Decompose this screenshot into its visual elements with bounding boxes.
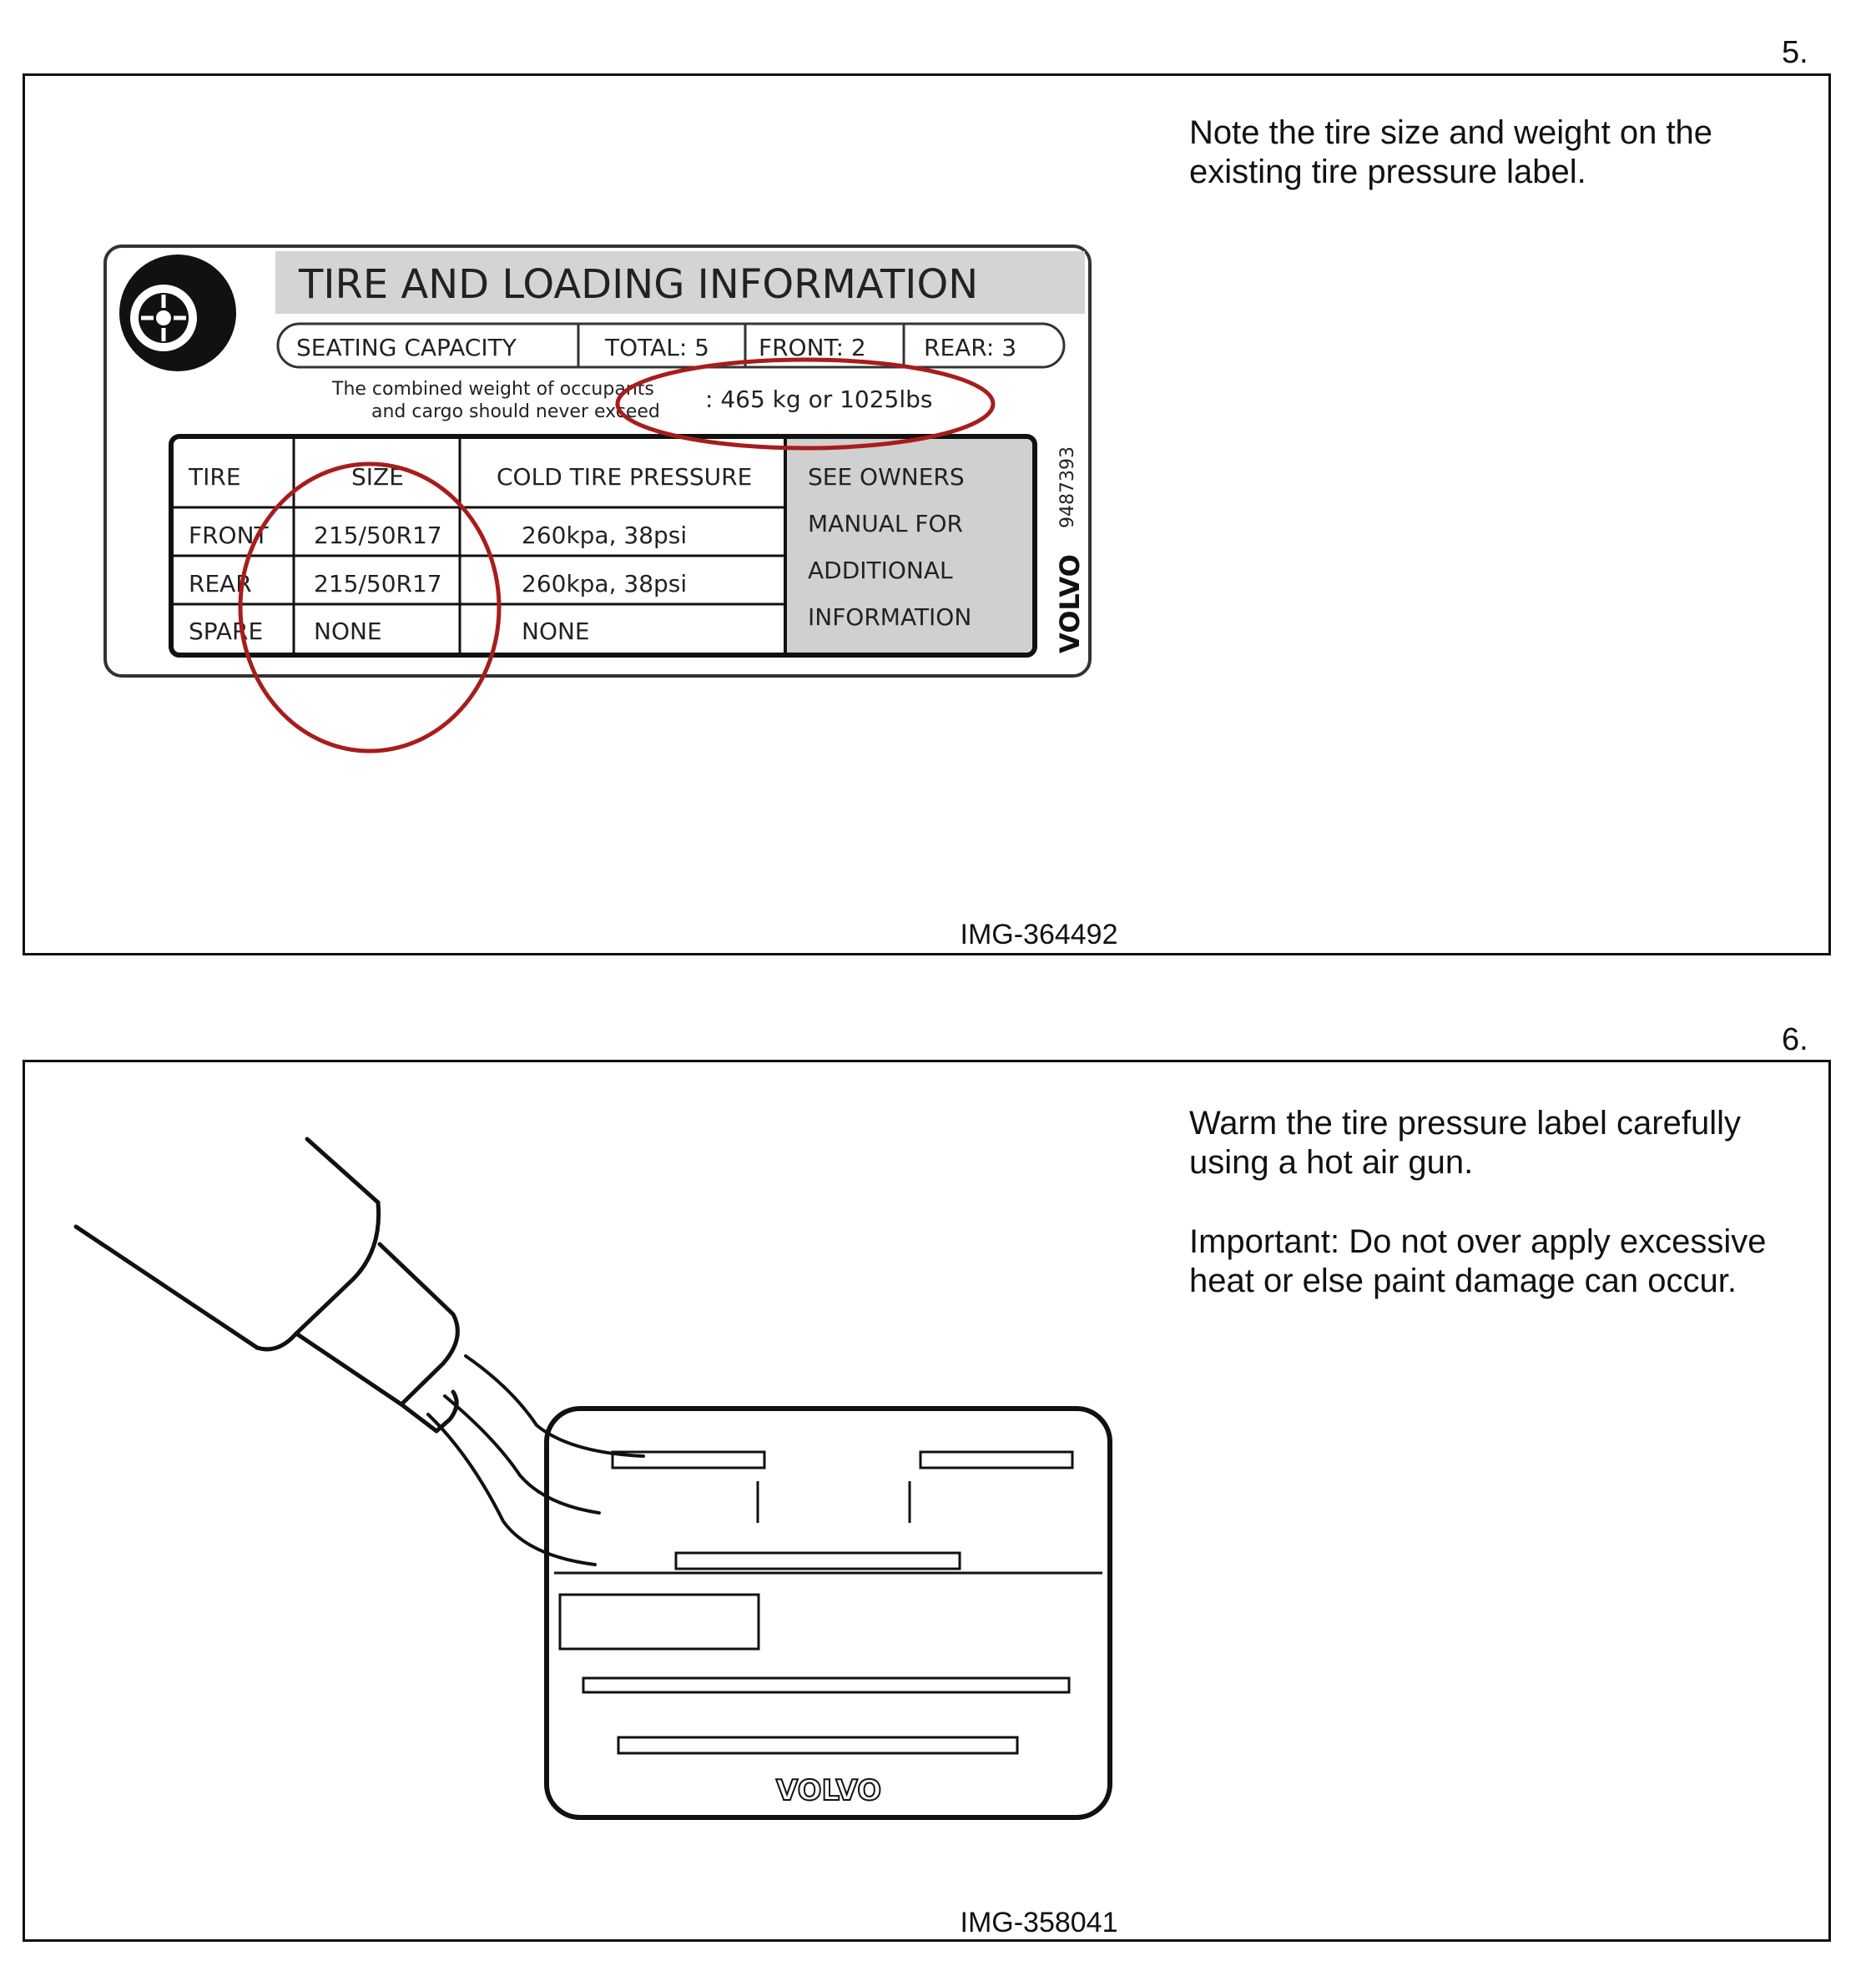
tire-label-illustration [25, 76, 1110, 777]
header-size: SIZE [351, 463, 404, 491]
label-title: TIRE AND LOADING INFORMATION [299, 261, 979, 308]
step-6-panel [23, 1060, 1831, 1942]
row-rear-tire: REAR [189, 570, 252, 597]
row-spare-pressure: NONE [522, 618, 590, 645]
see-owners-line4: INFORMATION [808, 603, 972, 631]
label-brand: VOLVO [1054, 554, 1086, 653]
see-owners-line1: SEE OWNERS [808, 463, 965, 491]
image-id: IMG-364492 [960, 919, 1118, 950]
seating-capacity-label: SEATING CAPACITY [296, 334, 517, 361]
generic-label [547, 1409, 1110, 1817]
combined-weight-line2: and cargo should never exceed [371, 401, 660, 422]
combined-weight-value: : 465 kg or 1025lbs [705, 386, 933, 413]
seating-rear: REAR: 3 [924, 334, 1017, 361]
tire-icon [119, 255, 236, 371]
header-pressure: COLD TIRE PRESSURE [497, 463, 753, 491]
step-instruction [1189, 1104, 1807, 1341]
hot-air-streams [428, 1356, 643, 1565]
seating-total: TOTAL: 5 [605, 334, 709, 361]
see-owners-line2: MANUAL FOR [808, 510, 964, 537]
heat-gun [76, 1139, 457, 1431]
step-instruction [1189, 113, 1807, 232]
see-owners-line3: ADDITIONAL [808, 557, 953, 584]
row-front-tire: FRONT [189, 522, 269, 549]
header-tire: TIRE [189, 463, 241, 491]
generic-label-brand: VOLVO [775, 1774, 882, 1807]
warning-text: Important: Do not over apply excessive heat or else paint damage can occur. [1189, 1223, 1767, 1299]
instruction-text: Warm the tire pressure label carefully using a hot air gun. [1189, 1105, 1741, 1181]
step-number: 6. [1782, 1022, 1808, 1057]
row-spare-size: NONE [314, 618, 382, 645]
row-front-pressure: 260kpa, 38psi [522, 522, 688, 549]
row-front-size: 215/50R17 [314, 522, 442, 549]
row-rear-pressure: 260kpa, 38psi [522, 570, 688, 597]
row-spare-tire: SPARE [189, 618, 264, 645]
step-number: 5. [1782, 35, 1808, 70]
step-5-panel [23, 73, 1831, 955]
heat-gun-illustration [25, 1062, 1127, 1830]
row-rear-size: 215/50R17 [314, 570, 442, 597]
seating-front: FRONT: 2 [759, 334, 866, 361]
part-number: 9487393 [1057, 446, 1078, 528]
instruction-text: Note the tire size and weight on the existing tire pressure label. [1189, 114, 1713, 190]
image-id: IMG-358041 [960, 1907, 1118, 1938]
combined-weight-line1: The combined weight of occupants [332, 379, 654, 400]
